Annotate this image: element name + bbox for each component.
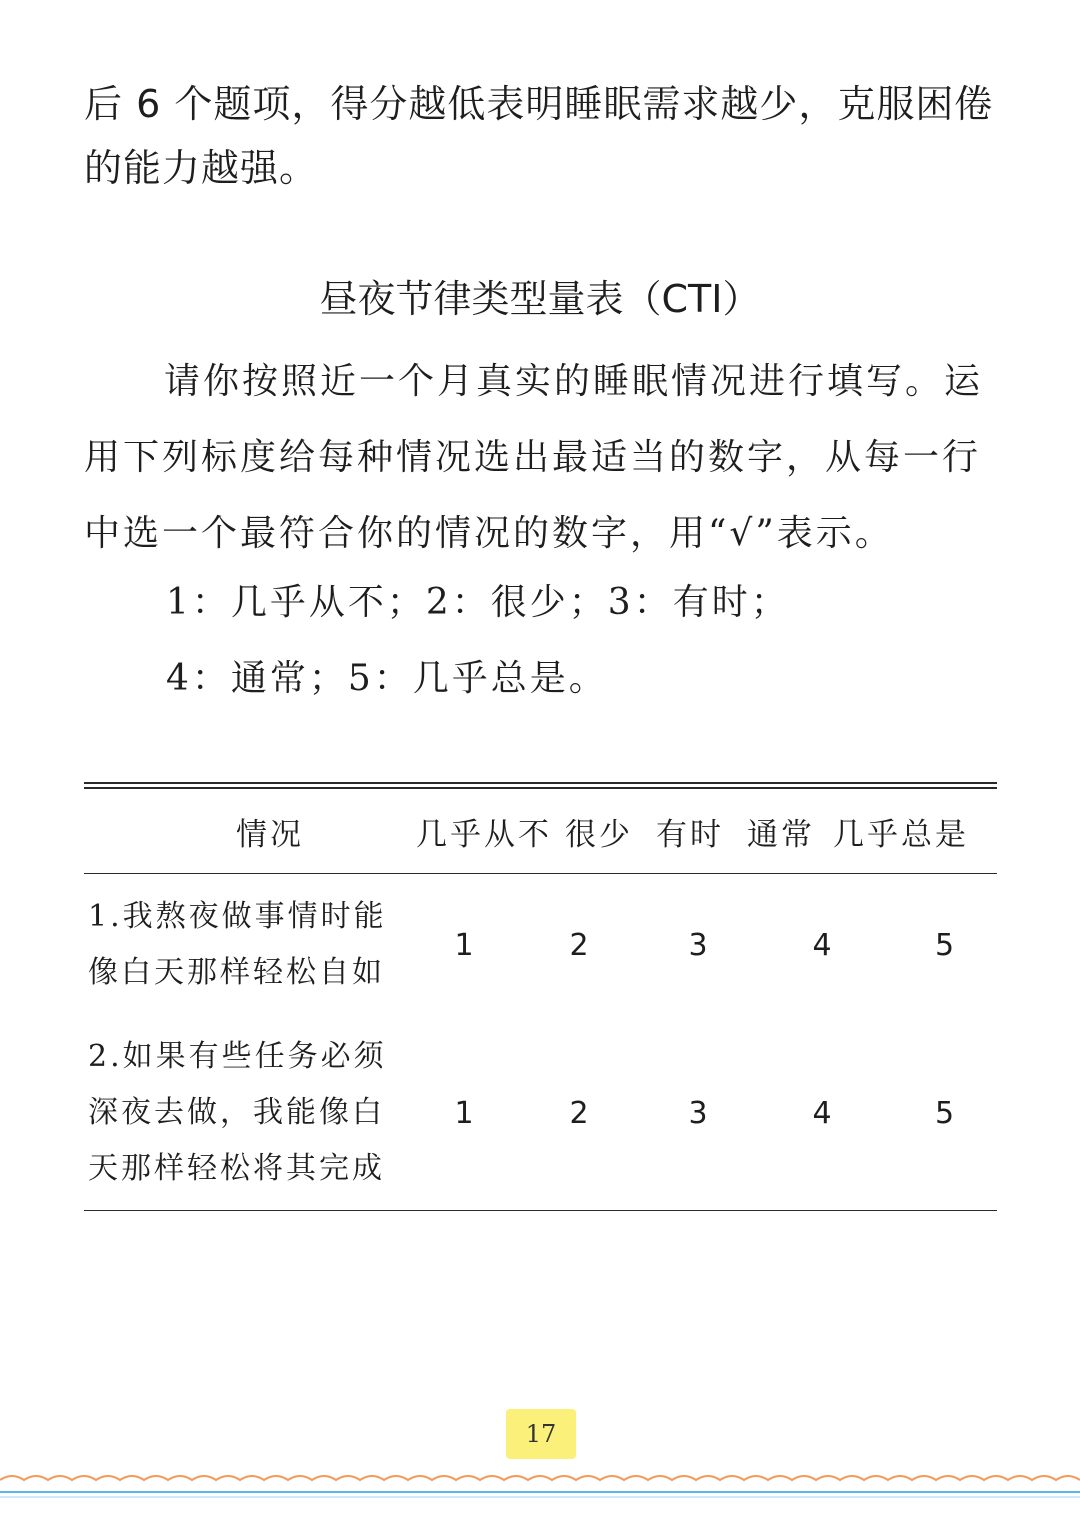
row-2-option-4[interactable]: 4 <box>812 1095 832 1131</box>
row-2-option-1[interactable]: 1 <box>454 1095 474 1131</box>
row-1-option-1[interactable]: 1 <box>454 927 474 963</box>
table-top-rule <box>84 782 997 789</box>
cti-table <box>84 782 997 1211</box>
row-2-option-2[interactable]: 2 <box>569 1095 589 1131</box>
table-row <box>84 874 997 1016</box>
header-situation: 情况 <box>236 816 304 853</box>
scale-line-1: 1：几乎从不；2：很少；3：有时； <box>166 582 790 623</box>
header-sometimes: 有时 <box>656 816 724 853</box>
instructions-text: 请你按照近一个月真实的睡眠情况进行填写。运用下列标度给每种情况选出最适当的数字，从每一行中选一个最符合你的情况的数字，用“√”表示。 <box>84 361 984 554</box>
row-1-option-5[interactable]: 5 <box>934 927 955 963</box>
footer-wave-line <box>0 1476 1080 1480</box>
table-bottom-rule <box>84 1210 997 1211</box>
row-1-option-4[interactable]: 4 <box>812 927 832 963</box>
row-2-option-3[interactable]: 3 <box>688 1095 708 1131</box>
intro-paragraph: 后 6 个题项，得分越低表明睡眠需求越少，克服困倦的能力越强。 <box>84 82 994 190</box>
scale-title: 昼夜节律类型量表（CTI） <box>319 277 761 321</box>
header-rarely: 很少 <box>565 816 633 853</box>
header-almost-always: 几乎总是 <box>833 816 969 853</box>
row-1-option-3[interactable]: 3 <box>688 927 708 963</box>
page-number-badge <box>506 1409 576 1459</box>
row-2-text: 2.如果有些任务必须 深夜去做，我能像白 天那样轻松将其完成 <box>88 1039 387 1186</box>
footer-wave-decoration <box>0 1468 1080 1508</box>
header-usually: 通常 <box>747 816 815 853</box>
row-2-option-5[interactable]: 5 <box>934 1095 955 1131</box>
table-header-row <box>84 789 997 873</box>
row-1-option-2[interactable]: 2 <box>569 927 589 963</box>
header-almost-never: 几乎从不 <box>416 816 552 853</box>
table-row <box>84 1016 997 1210</box>
page-number: 17 <box>525 1420 557 1448</box>
row-1-text: 1.我熬夜做事情时能 像白天那样轻松自如 <box>88 899 387 990</box>
instructions-paragraph <box>84 344 1004 572</box>
scale-line-2: 4：通常；5：几乎总是。 <box>166 658 608 699</box>
